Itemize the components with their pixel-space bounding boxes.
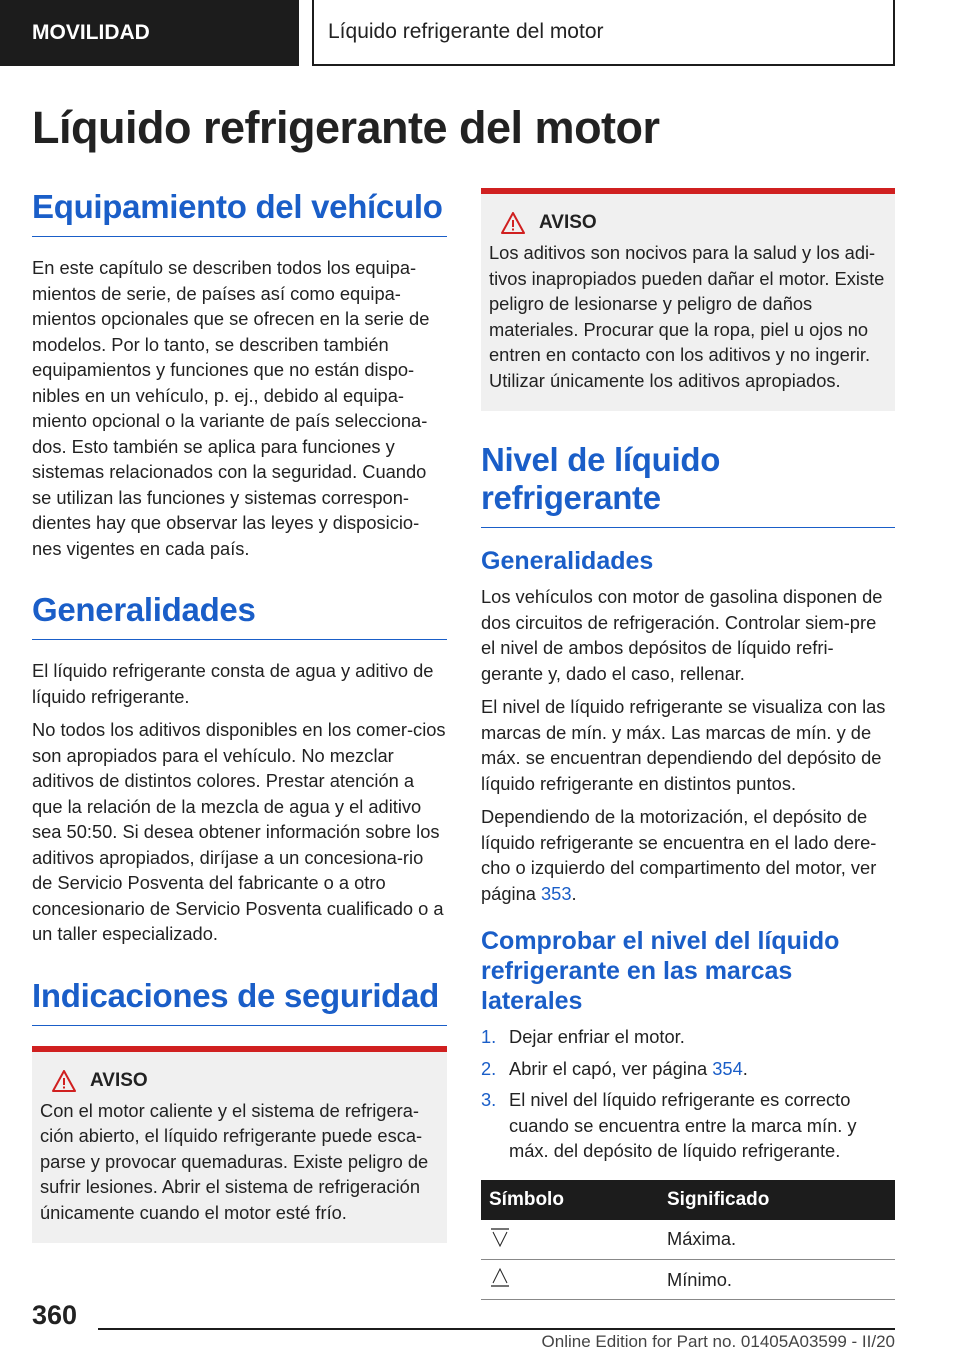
symbol-table (481, 1180, 895, 1301)
page-header (0, 0, 960, 66)
list-item: 3. El nivel del líquido refrigerante es correcto cuando se encuentra entre la marca mín. y máx. del depósito de líquido refrigerante. (481, 1089, 857, 1161)
table-row (481, 1220, 895, 1260)
paragraph: El líquido refrigerante consta de agua y aditivo de líquido refrigerante. (32, 660, 434, 707)
warning-triangle-icon (52, 1070, 76, 1092)
paragraph: El nivel de líquido refrigerante se visualiza con las marcas de mín. y máx. Las marcas de mín. y de máx. se encuentran dependiendo del depósito de líquido refrigerante en distintos puntos. (481, 696, 886, 794)
min-mark-icon (489, 1266, 511, 1288)
section-label: MOVILIDAD (0, 0, 299, 66)
steps-list (481, 1024, 895, 1164)
section-title-general: Generalidades (32, 591, 447, 640)
notice-header (40, 1070, 439, 1092)
paragraph: Dependiendo de la motorización, el depósito de líquido refrigerante se encuentra en el lado dere-cho o izquierdo del compartimento del motor, ver página 353. (481, 806, 877, 904)
page-link[interactable]: 354 (712, 1057, 743, 1079)
table-cell: Mínimo. (659, 1260, 895, 1300)
column-header: Significado (659, 1180, 895, 1220)
table-cell: Máxima. (659, 1220, 895, 1260)
section-title-safety: Indicaciones de seguridad (32, 977, 447, 1026)
page-footer (32, 1300, 895, 1351)
page-title: Líquido refrigerante del motor (32, 102, 660, 153)
paragraph: Los vehículos con motor de gasolina disponen de dos circuitos de refrigeración. Controlar siem-pre el nivel de ambos depósitos de líquido refri-gerante y, dado el caso, rellenar. (481, 586, 883, 684)
right-column (481, 188, 895, 1300)
page-number: 360 (32, 1300, 78, 1330)
subsection-title-general: Generalidades (481, 547, 654, 575)
table-row (481, 1260, 895, 1300)
chapter-label: Líquido refrigerante del motor (312, 0, 895, 66)
section-title-equipment: Equipamiento del vehículo (32, 188, 447, 237)
warning-notice (481, 188, 895, 411)
list-item: 2. Abrir el capó, ver página 354. (481, 1057, 748, 1079)
warning-notice (32, 1046, 447, 1244)
edition-text: Online Edition for Part no. 01405A03599 - II/20 (541, 1332, 895, 1351)
list-item: 1. Dejar enfriar el motor. (481, 1026, 685, 1047)
section-title-coolant-level: Nivel de líquido refrigerante (481, 441, 895, 528)
notice-title: AVISO (539, 212, 597, 233)
notice-text: Los aditivos son nocivos para la salud y los adi-tivos inapropiados pueden dañar el motor. Existe peligro de lesionarse y peligro de daños materiales. Procurar que la ropa, piel u ojos no entren en contacto con los aditivos y no ingerir. Utilizar únicamente los aditivos apropiados. (489, 242, 885, 391)
notice-text: Con el motor caliente y el sistema de refrigera-ción abierto, el líquido refrigerante puede esca-parse y provocar quemaduras. Existe peligro de sufrir lesiones. Abrir el sistema de refrigeración únicamente cuando el motor esté frío. (40, 1099, 429, 1223)
notice-title: AVISO (90, 1069, 148, 1091)
page-link[interactable]: 353 (540, 882, 572, 904)
notice-header (489, 212, 887, 234)
subsection-title-check: Comprobar el nivel del líquido refrigerante en las marcas laterales (481, 927, 840, 1015)
footer-divider (98, 1328, 895, 1330)
paragraph: No todos los aditivos disponibles en los comer-cios son apropiados para el vehículo. No mezclar aditivos de distintos colores. Prestar atención a que la relación de la mezcla de agua y el aditivo sea 50:50. Si desea obtener información sobre los aditivos apropiados, diríjase a un concesiona-rio de Servicio Posventa del fabricante o a otro concesionario de Servicio Posventa cualificado o a un taller especializado. (32, 719, 446, 944)
max-mark-icon (489, 1226, 511, 1248)
paragraph: En este capítulo se describen todos los equipa-mientos de serie, de países así como equipa-mientos opcionales que se ofrecen en la serie de modelos. Por lo tanto, se describen también equipamientos y funciones que no están dispo-nibles en un vehículo, p. ej., debido al equipa-miento opcional o la variante de país selecciona-dos. Esto también se aplica para funciones y sistemas relacionados con la seguridad. Cuando se utilizan las funciones y sistemas correspon-dientes hay que observar las leyes y disposicio-nes vigentes en cada país. (32, 257, 430, 559)
table-header-row (481, 1180, 895, 1220)
left-column (32, 188, 447, 1273)
column-header: Símbolo (481, 1180, 659, 1220)
warning-triangle-icon (501, 212, 525, 234)
